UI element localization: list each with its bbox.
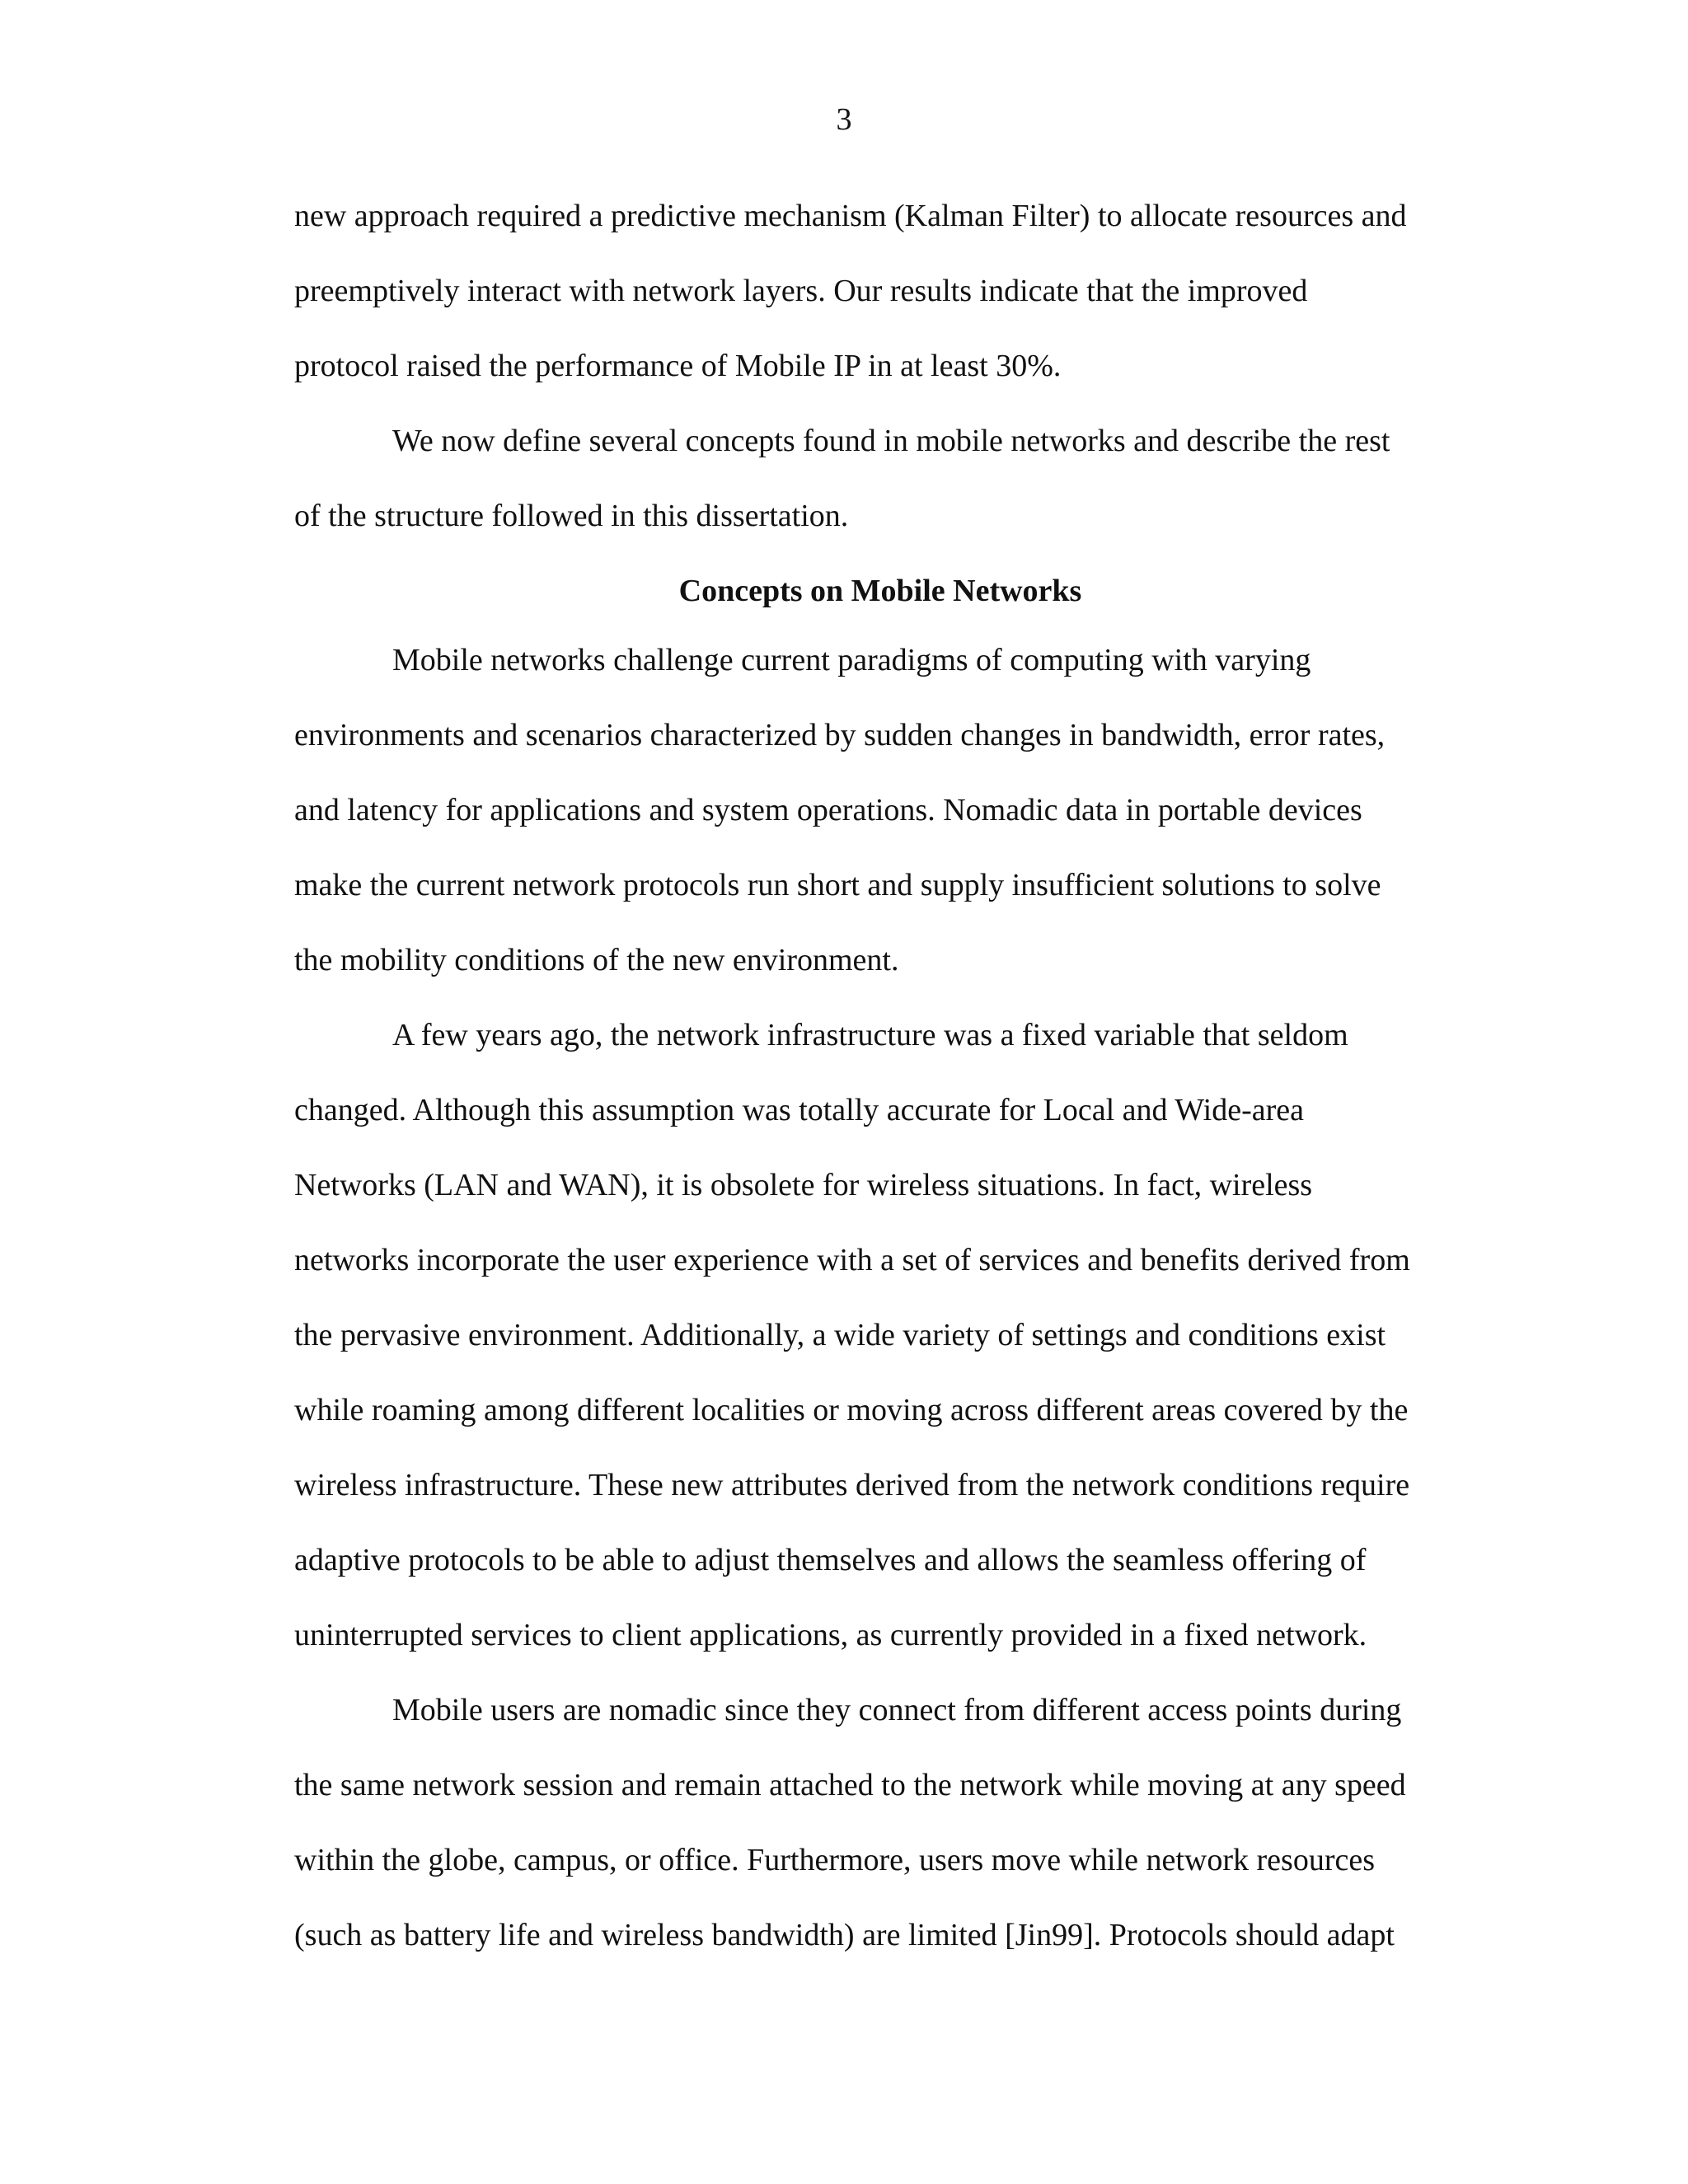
text-line: uninterrupted services to client applications, as currently provided in a fixed network. — [294, 1618, 1367, 1652]
page-number: 3 — [836, 102, 852, 137]
text-line: new approach required a predictive mechanism (Kalman Filter) to allocate resources and — [294, 199, 1407, 233]
section-heading: Concepts on Mobile Networks — [678, 574, 1082, 608]
text-line: changed. Although this assumption was totally accurate for Local and Wide-area — [294, 1093, 1304, 1127]
text-line: wireless infrastructure. These new attributes derived from the network conditions require — [294, 1468, 1410, 1502]
text-line: within the globe, campus, or office. Furthermore, users move while network resources — [294, 1843, 1375, 1877]
text-line: make the current network protocols run short and supply insufficient solutions to solve — [294, 868, 1381, 902]
text-line: of the structure followed in this dissertation. — [294, 499, 849, 533]
text-line: (such as battery life and wireless bandwidth) are limited [Jin99]. Protocols should adapt — [294, 1918, 1395, 1952]
text-line: and latency for applications and system operations. Nomadic data in portable devices — [294, 793, 1362, 827]
text-line: while roaming among different localities or moving across different areas covered by the — [294, 1393, 1409, 1427]
text-line: networks incorporate the user experience with a set of services and benefits derived from — [294, 1243, 1410, 1277]
text-line: Mobile networks challenge current paradigms of computing with varying — [392, 643, 1311, 677]
text-line: the mobility conditions of the new environment. — [294, 943, 899, 977]
text-line: A few years ago, the network infrastructure was a fixed variable that seldom — [392, 1018, 1348, 1052]
text-line: Mobile users are nomadic since they connect from different access points during — [392, 1693, 1402, 1727]
text-line: environments and scenarios characterized by sudden changes in bandwidth, error rates, — [294, 718, 1386, 752]
text-line: adaptive protocols to be able to adjust themselves and allows the seamless offering of — [294, 1543, 1367, 1577]
text-line: preemptively interact with network layers. Our results indicate that the improved — [294, 274, 1308, 308]
text-line: the pervasive environment. Additionally, a wide variety of settings and conditions exist — [294, 1318, 1386, 1352]
text-line: We now define several concepts found in mobile networks and describe the rest — [392, 424, 1390, 458]
text-line: protocol raised the performance of Mobile IP in at least 30%. — [294, 349, 1062, 383]
text-line: Networks (LAN and WAN), it is obsolete for wireless situations. In fact, wireless — [294, 1168, 1313, 1202]
text-line: the same network session and remain attached to the network while moving at any speed — [294, 1768, 1406, 1802]
